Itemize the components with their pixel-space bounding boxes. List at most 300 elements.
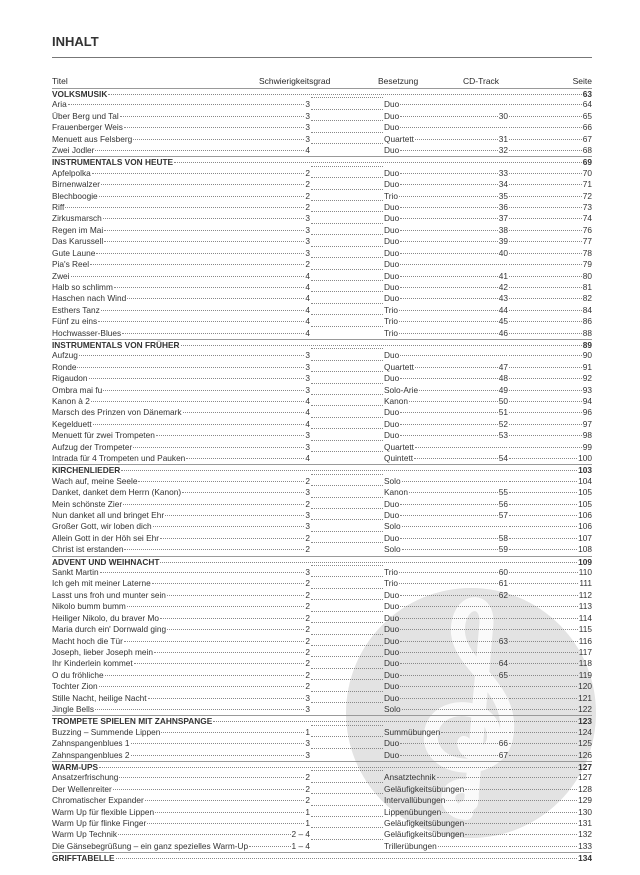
entry-cd-track: 48 [498, 373, 508, 384]
dot-leader [509, 253, 582, 254]
entry-instrumentation: Solo [384, 521, 401, 532]
title-cell [52, 271, 310, 282]
instrumentation-cell [384, 727, 508, 738]
dot-leader [148, 698, 305, 699]
title-cell [52, 841, 310, 852]
dot-leader [509, 401, 582, 402]
entry-page: 80 [582, 270, 592, 281]
dot-leader [311, 508, 383, 509]
entry-title: Gute Laune [52, 247, 96, 258]
instrumentation-cell [384, 328, 508, 339]
dot-leader [399, 196, 498, 197]
dot-leader [311, 360, 383, 361]
dot-leader [311, 109, 383, 110]
entry-page: 66 [582, 122, 592, 133]
page-cell [508, 510, 592, 521]
entry-instrumentation: Quartett [384, 133, 414, 144]
dot-leader [311, 679, 383, 680]
dot-leader [400, 104, 507, 105]
entry-page: 113 [578, 601, 592, 612]
entry-title: Hochwasser-Blues [52, 327, 122, 338]
dot-leader [105, 675, 305, 676]
section-heading[interactable] [52, 852, 592, 863]
dot-leader [96, 253, 304, 254]
dot-leader [98, 321, 304, 322]
page-cell [508, 316, 592, 327]
entry-instrumentation: Solo [384, 544, 401, 555]
page-cell [508, 225, 592, 236]
toc-entry[interactable] [52, 544, 592, 555]
entry-difficulty: 2 – 4 [291, 829, 310, 840]
entry-cd-track: 57 [498, 510, 508, 521]
entry-cd-track: 64 [498, 658, 508, 669]
dot-leader [400, 207, 498, 208]
dot-leader [311, 291, 383, 292]
dot-leader [116, 858, 578, 859]
dot-leader [509, 789, 577, 790]
entry-difficulty: 2 [305, 772, 310, 783]
dot-leader [93, 424, 305, 425]
title-cell [52, 795, 310, 806]
section-page: 103 [578, 465, 592, 476]
entry-title: Tochter Zion [52, 681, 98, 692]
entry-difficulty: 2 [305, 795, 310, 806]
page-cell [508, 738, 592, 749]
instrumentation-cell [384, 282, 508, 293]
page-cell [508, 111, 592, 122]
entry-page: 106 [578, 510, 592, 521]
toc-entry[interactable] [52, 145, 592, 156]
dot-leader [311, 668, 383, 669]
entry-instrumentation: Duo [384, 646, 400, 657]
entry-page: 94 [582, 395, 592, 406]
dot-leader [400, 755, 498, 756]
dot-leader [509, 652, 578, 653]
page-cell [508, 681, 592, 692]
section-page: 109 [578, 556, 592, 567]
toc-entry[interactable] [52, 453, 592, 464]
entry-difficulty: 4 [305, 281, 310, 292]
entry-instrumentation: Intervallübungen [384, 795, 446, 806]
header-page: Seite [572, 76, 592, 86]
entry-cd-track: 45 [498, 316, 508, 327]
instrumentation-cell [384, 499, 508, 510]
title-cell [52, 179, 310, 190]
page-cell [508, 727, 592, 738]
entry-page: 118 [578, 658, 592, 669]
entry-title: O du fröhliche [52, 669, 104, 680]
page-cell [508, 213, 592, 224]
entry-page: 76 [582, 224, 592, 235]
title-cell [52, 453, 310, 464]
title-cell [52, 510, 310, 521]
dot-leader [311, 805, 383, 806]
section-name: INSTRUMENTALS VON FRÜHER [52, 339, 180, 350]
header-cd-track: CD-Track [463, 76, 500, 86]
entry-difficulty: 2 [305, 190, 310, 201]
dot-leader [127, 606, 305, 607]
dot-leader [509, 116, 582, 117]
entry-difficulty: 3 [305, 236, 310, 247]
dot-leader [167, 595, 304, 596]
entry-page: 67 [582, 133, 592, 144]
section-page: 134 [578, 853, 592, 864]
dot-leader [509, 458, 577, 459]
entry-difficulty: 1 [305, 726, 310, 737]
dot-leader [147, 823, 304, 824]
dot-leader [400, 127, 507, 128]
entry-page: 77 [582, 236, 592, 247]
dot-leader [509, 572, 578, 573]
entry-cd-track: 43 [498, 293, 508, 304]
title-cell [52, 647, 310, 658]
entry-cd-track: 33 [498, 167, 508, 178]
entry-page: 126 [578, 749, 592, 760]
entry-title: Danket, danket dem Herrn (Kanon) [52, 487, 182, 498]
entry-cd-track: 37 [498, 213, 508, 224]
page-cell [508, 601, 592, 612]
dot-leader [509, 104, 582, 105]
entry-page: 111 [579, 578, 592, 589]
dot-leader [311, 394, 383, 395]
leader-cell [310, 750, 384, 761]
instrumentation-cell [384, 795, 508, 806]
title-cell [52, 259, 310, 270]
instrumentation-cell [384, 134, 508, 145]
entry-page: 107 [578, 532, 592, 543]
entry-title: Jingle Bells [52, 703, 94, 714]
entry-instrumentation: Duo [384, 350, 400, 361]
dot-leader [123, 504, 304, 505]
instrumentation-cell [384, 578, 508, 589]
entry-instrumentation: Duo [384, 167, 400, 178]
instrumentation-cell [384, 99, 508, 110]
dot-leader [509, 207, 582, 208]
entry-page: 130 [578, 806, 592, 817]
entry-title: Über Berg und Tal [52, 110, 119, 121]
instrumentation-cell [384, 373, 508, 384]
title-cell [52, 601, 310, 612]
dot-leader [186, 458, 304, 459]
instrumentation-cell [384, 122, 508, 133]
instrumentation-cell [384, 670, 508, 681]
page-cell [508, 271, 592, 282]
entry-difficulty: 2 [305, 669, 310, 680]
dot-leader [400, 538, 498, 539]
entry-difficulty: 4 [305, 293, 310, 304]
entry-title: Birnenwalzer [52, 179, 100, 190]
dot-leader [134, 663, 305, 664]
section-page: 69 [582, 157, 592, 168]
entry-difficulty: 3 [305, 738, 310, 749]
dot-leader [118, 834, 291, 835]
page-cell [508, 430, 592, 441]
dot-leader [104, 230, 304, 231]
dot-leader [465, 823, 507, 824]
entry-instrumentation: Ansatztechnik [384, 772, 436, 783]
title-cell [52, 362, 310, 373]
entry-instrumentation: Duo [384, 247, 400, 258]
instrumentation-cell [384, 202, 508, 213]
dot-leader [167, 629, 304, 630]
dot-leader [509, 412, 582, 413]
dot-leader [415, 367, 498, 368]
entry-page: 115 [578, 624, 592, 635]
dot-leader [152, 583, 305, 584]
dot-leader [509, 378, 582, 379]
instrumentation-cell [384, 681, 508, 692]
entry-title: Nun danket all und bringet Ehr [52, 510, 165, 521]
entry-instrumentation: Duo [384, 624, 400, 635]
header-difficulty: Schwierigkeitsgrad [259, 76, 331, 86]
entry-cd-track: 60 [498, 567, 508, 578]
section-name: KIRCHENLIEDER [52, 465, 121, 476]
page-cell [508, 476, 592, 487]
entry-difficulty: 2 [305, 589, 310, 600]
instrumentation-cell [384, 419, 508, 430]
entry-page: 132 [578, 829, 592, 840]
entry-instrumentation: Geläufigkeitsübungen [384, 818, 465, 828]
instrumentation-cell [384, 453, 508, 464]
title-cell [52, 293, 310, 304]
title-cell [52, 727, 310, 738]
leader-cell [310, 841, 384, 852]
dot-leader [509, 287, 582, 288]
title-cell [52, 191, 310, 202]
entry-instrumentation: Duo [384, 145, 400, 156]
entry-cd-track: 58 [498, 532, 508, 543]
entry-title: Rigaudon [52, 373, 88, 384]
page-cell [508, 784, 592, 795]
entry-cd-track: 50 [498, 395, 508, 406]
instrumentation-cell [384, 544, 508, 555]
entry-page: 70 [582, 167, 592, 178]
page-cell [508, 145, 592, 156]
instrumentation-cell [384, 385, 508, 396]
entry-instrumentation: Duo [384, 259, 400, 270]
dot-leader [114, 287, 305, 288]
dot-leader [311, 782, 383, 783]
entry-page: 79 [582, 259, 592, 270]
page-cell [508, 179, 592, 190]
page-cell [508, 373, 592, 384]
dot-leader [400, 218, 498, 219]
dot-leader [415, 139, 498, 140]
section-page: 63 [582, 89, 592, 99]
entry-title: Ombra mai fu [52, 384, 103, 395]
dot-leader [399, 310, 498, 311]
instrumentation-cell [384, 704, 508, 715]
entry-difficulty: 3 [305, 441, 310, 452]
dot-leader [311, 816, 383, 817]
dot-leader [311, 474, 383, 475]
entry-cd-track: 39 [498, 236, 508, 247]
dot-leader [311, 417, 383, 418]
title-cell [52, 213, 310, 224]
entry-page: 68 [582, 145, 592, 156]
title-cell [52, 784, 310, 795]
dot-leader [311, 120, 383, 121]
entry-instrumentation: Geläufigkeitsübungen [384, 829, 465, 840]
entry-instrumentation: Duo [384, 99, 400, 110]
dot-leader [400, 686, 507, 687]
dot-leader [311, 211, 383, 212]
entry-title: Zwei Jodler [52, 145, 95, 156]
toc-entry[interactable] [52, 704, 592, 715]
dot-leader [108, 94, 581, 95]
entry-instrumentation: Duo [384, 407, 400, 418]
dot-leader [311, 269, 383, 270]
entry-difficulty: 3 [305, 122, 310, 133]
dot-leader [400, 504, 498, 505]
dot-leader [101, 184, 304, 185]
entry-title: Nikolo bumm bumm [52, 601, 126, 612]
entry-cd-track: 56 [498, 498, 508, 509]
dot-leader [465, 834, 507, 835]
entry-difficulty: 2 [305, 658, 310, 669]
dot-leader [65, 207, 304, 208]
toc-entry[interactable] [52, 750, 592, 761]
toc-entry[interactable] [52, 841, 592, 852]
entry-page: 114 [578, 612, 592, 623]
dot-leader [465, 789, 507, 790]
dot-leader [95, 709, 304, 710]
entry-title: Sankt Martin [52, 567, 99, 578]
title-cell [52, 111, 310, 122]
entry-difficulty: 1 – 4 [291, 840, 310, 851]
section-page: 89 [582, 339, 592, 350]
entry-difficulty: 2 [305, 578, 310, 589]
dot-leader [509, 777, 577, 778]
page-cell [508, 499, 592, 510]
entry-page: 108 [578, 544, 592, 555]
section-name: INSTRUMENTALS VON HEUTE [52, 157, 174, 168]
instrumentation-cell [384, 818, 508, 829]
entry-page: 98 [582, 430, 592, 441]
dot-leader [400, 435, 498, 436]
dot-leader [100, 572, 305, 573]
dot-leader [138, 481, 304, 482]
entry-page: 127 [578, 772, 592, 783]
page-cell [508, 693, 592, 704]
entry-difficulty: 2 [305, 498, 310, 509]
instrumentation-cell [384, 293, 508, 304]
dot-leader [509, 686, 577, 687]
entry-title: Heiliger Nikolo, du braver Mo [52, 612, 159, 623]
entry-difficulty: 4 [305, 418, 310, 429]
title-cell [52, 624, 310, 635]
dot-leader [311, 405, 383, 406]
dot-leader [509, 333, 582, 334]
entry-title: Apfelpolka [52, 167, 91, 178]
dot-leader [509, 196, 582, 197]
entry-instrumentation: Duo [384, 601, 400, 612]
entry-title: Stille Nacht, heilige Nacht [52, 692, 147, 703]
page-cell [508, 453, 592, 464]
dot-leader [311, 656, 383, 657]
dot-leader [400, 241, 498, 242]
page-cell [508, 670, 592, 681]
toc-entry[interactable] [52, 328, 592, 339]
dot-leader [509, 823, 577, 824]
entry-title: Wach auf, meine Seele [52, 475, 138, 486]
entry-difficulty: 2 [305, 635, 310, 646]
dot-leader [509, 595, 578, 596]
instrumentation-cell [384, 168, 508, 179]
entry-difficulty: 4 [305, 407, 310, 418]
dot-leader [311, 200, 383, 201]
dot-leader [311, 839, 383, 840]
entry-instrumentation: Duo [384, 510, 400, 521]
entry-difficulty: 3 [305, 521, 310, 532]
dot-leader [509, 173, 582, 174]
page-cell [508, 829, 592, 840]
dot-leader [153, 526, 305, 527]
entry-title: Aufzug der Trompeter [52, 441, 133, 452]
page-cell [508, 636, 592, 647]
dot-leader [311, 132, 383, 133]
page-cell [508, 487, 592, 498]
dot-leader [174, 162, 582, 163]
page-cell [508, 533, 592, 544]
dot-leader [509, 515, 577, 516]
page-cell [508, 168, 592, 179]
entry-cd-track: 38 [498, 224, 508, 235]
dot-leader [509, 276, 582, 277]
dot-leader [133, 139, 304, 140]
entry-cd-track: 61 [498, 578, 508, 589]
instrumentation-cell [384, 350, 508, 361]
dot-leader [127, 298, 304, 299]
dot-leader [311, 451, 383, 452]
header-instrumentation: Besetzung [378, 76, 419, 86]
dot-leader [400, 641, 498, 642]
dot-leader [509, 812, 577, 813]
entry-instrumentation: Duo [384, 681, 400, 692]
page-cell [508, 293, 592, 304]
dot-leader [509, 583, 578, 584]
instrumentation-cell [384, 533, 508, 544]
dot-leader [68, 104, 305, 105]
leader-cell [310, 544, 384, 555]
dot-leader [311, 519, 383, 520]
title-cell [52, 807, 310, 818]
entry-page: 110 [578, 567, 592, 578]
entry-difficulty: 2 [305, 601, 310, 612]
entry-instrumentation: Quartett [384, 361, 414, 372]
dot-leader [509, 618, 578, 619]
entry-instrumentation: Trio [384, 567, 398, 578]
page-cell [508, 362, 592, 373]
entry-cd-track: 51 [498, 407, 508, 418]
entry-difficulty: 3 [305, 133, 310, 144]
page-cell [508, 647, 592, 658]
dot-leader [311, 588, 383, 589]
entry-difficulty: 2 [305, 202, 310, 213]
instrumentation-cell [384, 442, 508, 453]
dot-leader [399, 572, 498, 573]
dot-leader [400, 173, 498, 174]
entry-instrumentation: Trio [384, 578, 398, 589]
title-cell [52, 430, 310, 441]
dot-leader [400, 116, 498, 117]
entry-cd-track: 59 [498, 544, 508, 555]
title-divider [52, 57, 592, 58]
instrumentation-cell [384, 784, 508, 795]
leader-cell [310, 704, 384, 715]
entry-instrumentation: Duo [384, 236, 400, 247]
dot-leader [509, 663, 578, 664]
